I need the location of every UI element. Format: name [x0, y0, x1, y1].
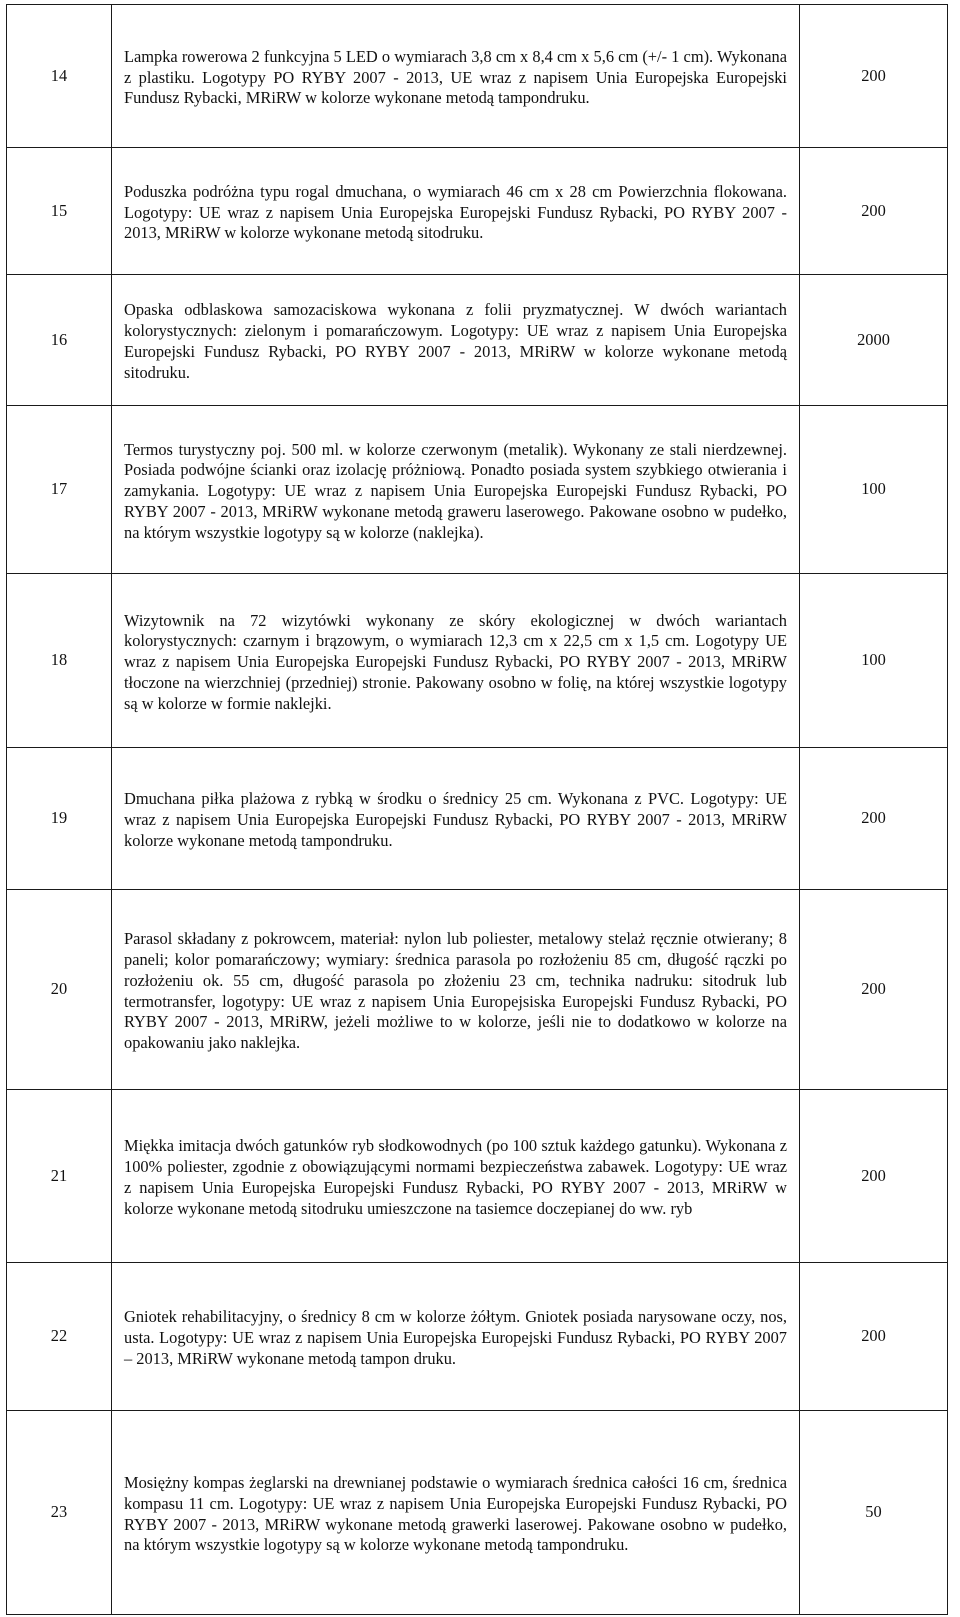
row-number: 23: [7, 1411, 112, 1615]
row-number: 21: [7, 1090, 112, 1263]
row-number: 19: [7, 748, 112, 890]
item-quantity: 200: [800, 5, 948, 148]
table-row: [7, 574, 948, 748]
item-description: Mosiężny kompas żeglarski na drewnianej podstawie o wymiarach średnica całości 16 cm, średnica kompasu 11 cm. Logotypy: UE wraz z napisem Unia Europejska Europejski Fundusz Rybacki, PO RYBY 2007 - 2013, MRiRW wykonane metodą grawerki laserowej. Pakowane osobno w pudełko, na którym wszystkie logotypy są w kolorze wykonane metodą tampondruku.: [124, 1472, 787, 1555]
item-quantity: 2000: [800, 275, 948, 406]
row-number: 22: [7, 1263, 112, 1411]
item-quantity: 100: [800, 574, 948, 748]
table-row: [7, 1411, 948, 1615]
table-row: [7, 406, 948, 574]
table-row: [7, 1090, 948, 1263]
item-description: Gniotek rehabilitacyjny, o średnicy 8 cm w kolorze żółtym. Gniotek posiada narysowane oczy, nos, usta. Logotypy: UE wraz z napisem Unia Europejska Europejski Fundusz Rybacki, PO RYBY 2007 – 2013, MRiRW wykonane metodą tampon druku.: [124, 1307, 787, 1368]
item-quantity: 200: [800, 1090, 948, 1263]
product-table: [6, 4, 948, 1615]
table-row: [7, 1263, 948, 1411]
item-quantity: 50: [800, 1411, 948, 1615]
row-number: 17: [7, 406, 112, 574]
item-quantity: 100: [800, 406, 948, 574]
item-description: Dmuchana piłka plażowa z rybką w środku o średnicy 25 cm. Wykonana z PVC. Logotypy: UE wraz z napisem Unia Europejska Europejski Fundusz Rybacki, PO RYBY 2007 - 2013, MRiRW kolorze wykonane metodą tampondruku.: [124, 789, 787, 850]
item-quantity: 200: [800, 748, 948, 890]
table-row: [7, 148, 948, 275]
item-description: Opaska odblaskowa samozaciskowa wykonana z folii pryzmatycznej. W dwóch wariantach kolorystycznych: zielonym i pomarańczowym. Logotypy: UE wraz z napisem Unia Europejska Europejski Fundusz Rybacki, PO RYBY 2007 - 2013, MRiRW w kolorze wykonane metodą sitodruku.: [124, 300, 787, 382]
row-number: 20: [7, 890, 112, 1090]
item-description: Parasol składany z pokrowcem, materiał: nylon lub poliester, metalowy stelaż ręcznie otwierany; 8 paneli; kolor pomarańczowy; wymiary: średnica parasola po rozłożeniu 85 cm, długość rączki po rozłożeniu ok. 55 cm, długość parasola po złożeniu 23 cm, technika nadruku: sitodruk lub termotransfer, logotypy: UE wraz z napisem Unia Europejsiska Europejski Fundusz Rybacki, PO RYBY 2007 - 2013, MRiRW, jeżeli możliwe to w kolorze, jeśli nie to dodatkowo w kolorze na opakowaniu jako naklejka.: [124, 929, 787, 1053]
table-row: [7, 748, 948, 890]
row-number: 16: [7, 275, 112, 406]
item-quantity: 200: [800, 1263, 948, 1411]
item-description: Termos turystyczny poj. 500 ml. w kolorze czerwonym (metalik). Wykonany ze stali nierdzewnej. Posiada podwójne ścianki oraz izolację próżniową. Ponadto posiada system szybkiego otwierania i zamykania. Logotypy: UE wraz z napisem Unia Europejska Europejski Fundusz Rybacki, PO RYBY 2007 - 2013, MRiRW wykonane metodą graweru laserowego. Pakowane osobno w pudełko, na którym wszystkie logotypy są w kolorze (naklejka).: [124, 439, 787, 542]
item-quantity: 200: [800, 148, 948, 275]
item-description: Miękka imitacja dwóch gatunków ryb słodkowodnych (po 100 sztuk każdego gatunku). Wykonana z 100% poliester, zgodnie z obowiązującymi normami bezpieczeństwa zabawek. Logotypy: UE wraz z napisem Unia Europejska Europejski Fundusz Rybacki, PO RYBY 2007 - 2013, MRiRW w kolorze wykonane metodą sitodruku umieszczone na tasiemce doczepianej do ww. ryb: [124, 1136, 787, 1218]
item-description: Poduszka podróżna typu rogal dmuchana, o wymiarach 46 cm x 28 cm Powierzchnia flokowana. Logotypy: UE wraz z napisem Unia Europejska Europejski Fundusz Rybacki, PO RYBY 2007 - 2013, MRiRW w kolorze wykonane metodą sitodruku.: [124, 181, 787, 243]
table-row: [7, 275, 948, 406]
item-description: Wizytownik na 72 wizytówki wykonany ze skóry ekologicznej w dwóch wariantach kolorystycznych: czarnym i brązowym, o wymiarach 12,3 cm x 22,5 cm x 1,5 cm. Logotypy UE wraz z napisem Unia Europejska Europejski Fundusz Rybacki, PO RYBY 2007 - 2013, MRiRW tłoczone na wierzchniej (przedniej) stronie. Pakowany osobno w folię, na której wszystkie logotypy są w kolorze w formie naklejki.: [124, 610, 787, 713]
row-number: 14: [7, 5, 112, 148]
table-row: [7, 890, 948, 1090]
row-number: 15: [7, 148, 112, 275]
item-description: Lampka rowerowa 2 funkcyjna 5 LED o wymiarach 3,8 cm x 8,4 cm x 5,6 cm (+/- 1 cm). Wykonana z plastiku. Logotypy PO RYBY 2007 - 2013, UE wraz z napisem Unia Europejska Europejski Fundusz Rybacki, MRiRW w kolorze wykonane metodą tampondruku.: [124, 46, 787, 108]
table-row: [7, 5, 948, 148]
item-quantity: 200: [800, 890, 948, 1090]
row-number: 18: [7, 574, 112, 748]
